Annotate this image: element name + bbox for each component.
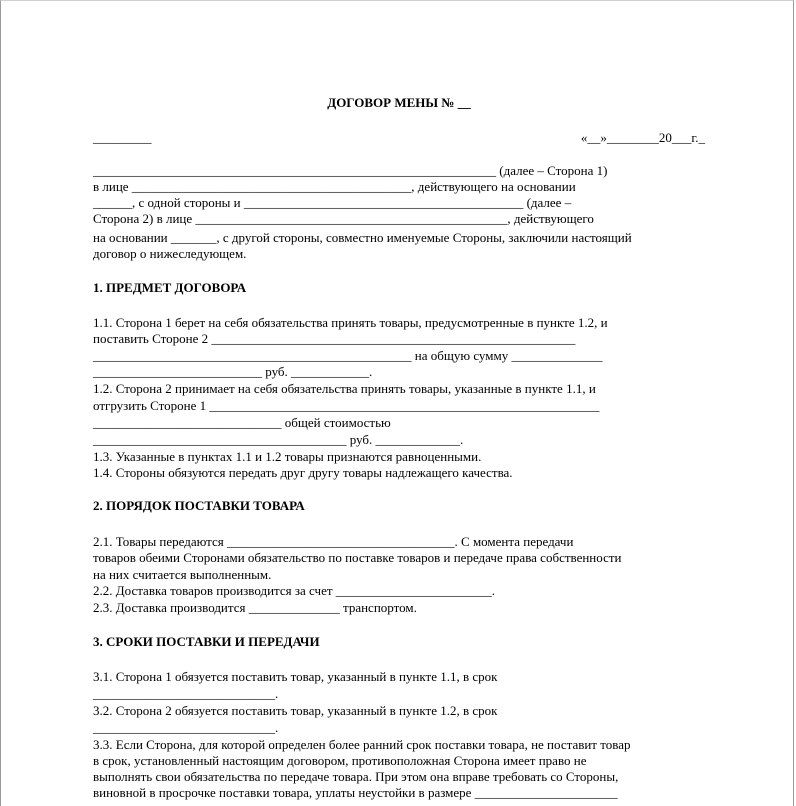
section-2-line: 2.1. Товары передаются ___________________________________. С момента передачи [93,534,574,549]
place-line: _________ [93,130,152,145]
section-1-line: 1.4. Стороны обязуются передать друг другу товары надлежащего качества. [93,465,513,480]
section-3-line: 3.1. Сторона 1 обязуется поставить товар, указанный в пункте 1.1, в срок [93,669,498,684]
section-2-line: 2.2. Доставка товаров производится за счет ________________________. [93,583,496,598]
section-1-line: _____________________________ общей стоимостью [93,415,391,430]
preamble-line: ______________________________________________________________ (далее – Сторона 1) [93,163,608,178]
document-title: ДОГОВОР МЕНЫ № __ [327,95,471,110]
section-3-line: ____________________________. [93,686,279,701]
section-3-line: 3.2. Сторона 2 обязуется поставить товар, указанный в пункте 1.2, в срок [93,703,498,718]
section-1-line: 1.2. Сторона 2 принимает на себя обязательства принять товары, указанные в пункте 1.1, и [93,381,596,396]
section-3-heading: 3. СРОКИ ПОСТАВКИ И ПЕРЕДАЧИ [93,634,320,649]
section-1-heading: 1. ПРЕДМЕТ ДОГОВОРА [93,280,247,295]
section-2-heading: 2. ПОРЯДОК ПОСТАВКИ ТОВАРА [93,498,305,513]
section-1-line: 1.3. Указанные в пунктах 1.1 и 1.2 товары признаются равноценными. [93,449,482,464]
section-3-line: выполнять свои обязательства по передаче товара. При этом она вправе требовать со Стороны, [93,769,619,784]
section-1-line: _________________________________________________ на общую сумму ______________ [93,348,603,363]
section-1-line: __________________________ руб. ____________. [93,364,373,379]
preamble-line: в лице ___________________________________________, действующего на основании [93,179,576,194]
preamble-line: ______, с одной стороны и ___________________________________________ (далее – [93,195,572,210]
section-2-line: товаров обеими Сторонами обязательство по поставке товаров и передаче права собственности [93,550,622,565]
preamble-line: Сторона 2) в лице ________________________________________________, действующего [93,211,594,226]
section-1-line: 1.1. Сторона 1 берет на себя обязательства принять товары, предусмотренные в пункте 1.2, и [93,315,608,330]
section-1-line: _______________________________________ руб. _____________. [93,432,464,447]
section-3-line: ____________________________. [93,720,279,735]
date-line: «__»________20___г._ [580,130,705,145]
section-3-line: в срок, установленный настоящим договором, противоположная Сторона имеет право не [93,753,587,768]
section-1-line: поставить Стороне 2 ________________________________________________________ [93,331,576,346]
section-3-line: 3.3. Если Сторона, для которой определен более ранний срок поставки товара, не поставит товар [93,737,631,752]
section-2-line: на них считается выполненным. [93,567,272,582]
section-3-line: виновной в просрочке поставки товара, уплаты неустойки в размере ______________________ [93,785,618,800]
section-2-line: 2.3. Доставка производится ______________ транспортом. [93,600,417,615]
section-1-line: отгрузить Стороне 1 ____________________________________________________________ [93,398,600,413]
preamble-line: на основании _______, с другой стороны, совместно именуемые Стороны, заключили настоящий [93,230,632,245]
preamble-line: договор о нижеследующем. [93,246,247,261]
